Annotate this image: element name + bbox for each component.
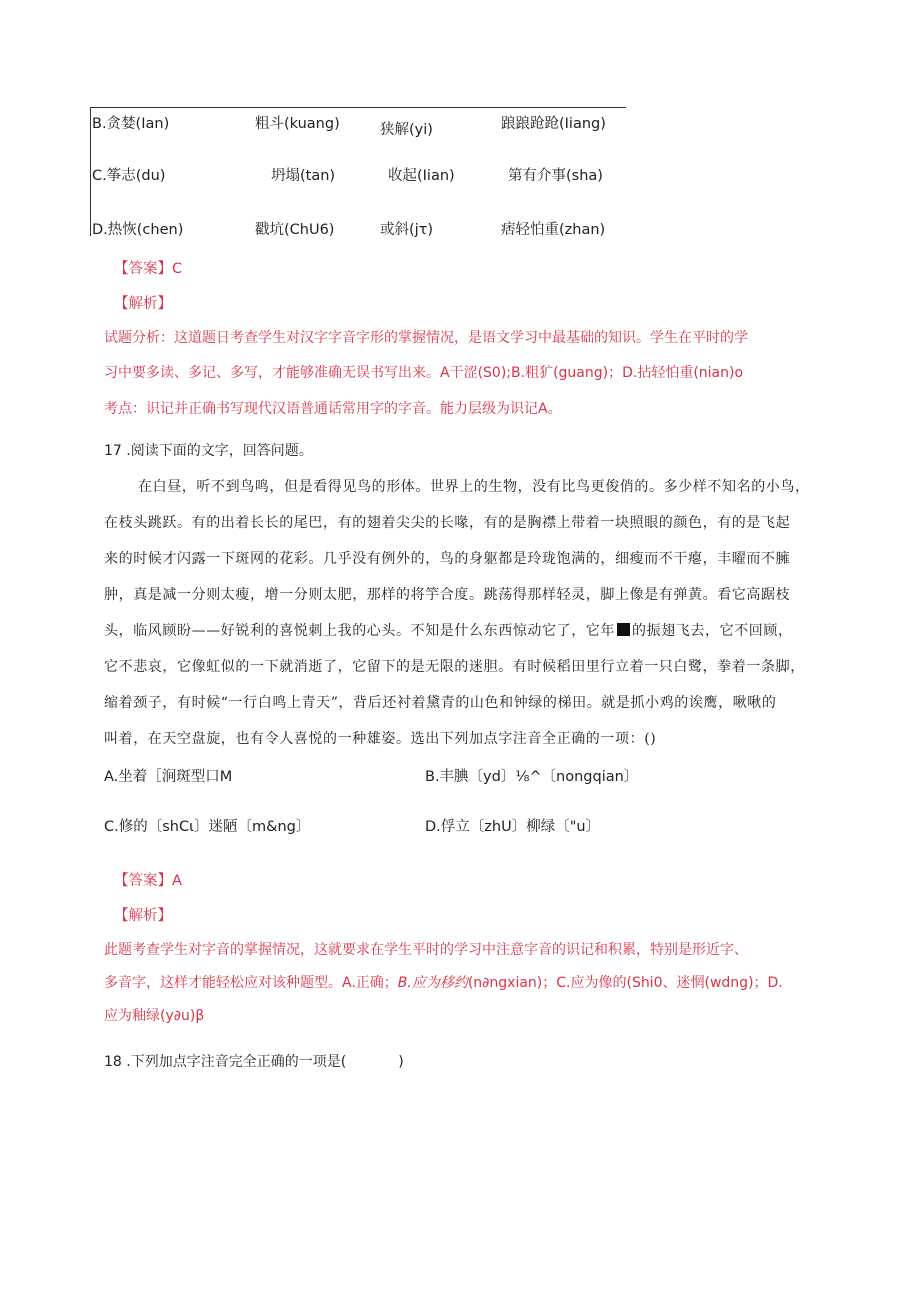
q17-passage-line-3: 来的时候才闪露一下斑网的花彩。几乎没有例外的，鸟的身躯都是玲珑饱满的，细瘦而不干瘪，丰曜而不臃 [104,551,791,567]
q16-option-b-1: B.贪婪(Ian) [92,116,170,132]
q16-option-c-1: C.筝志(du) [92,168,166,184]
q17-passage-line-8: 叫着，在天空盘旋，也有令人喜悦的一种雄姿。选出下列加点字注音全正确的一项：() [104,731,657,747]
q17-passage-line-6: 它不悲哀，它像虹似的一下就消逝了，它留下的是无限的迷胆。有时候稻田里行立着一只白鹭，拳着一条脚， [104,659,805,675]
q16-option-d-3: 或斜(jτ) [380,222,434,238]
q16-analysis-line-2: 习中要多读、多记、多写，才能够准确无误书写出来。A干涩(S0);B.粗犷(guang)；D.拈轻怕重(nian)o [104,365,744,381]
q17-answer: 【答案】A [114,873,182,889]
q16-option-b-3: 狭解(yi) [380,122,433,138]
q18-stem [104,1051,404,1071]
q16-option-c-2: 坍塌(tan) [271,168,336,184]
q16-analysis-line-1: 试题分析：这道题日考查学生对汉字字音字形的掌握情况，是语文学习中最基础的知识。学生在平时的学 [104,330,748,346]
q16-option-c-4: 第有介事(sha) [508,168,603,184]
q17-passage-line-7: 缩着颈子，有时候“一行白鸣上青天”，背后还衬着黛青的山色和钟绿的梯田。就是抓小鸡的诶鹰，啾啾的 [104,695,777,711]
q18-stem-text: 18 .下列加点字注音完全正确的一项是( [104,1054,347,1070]
q17-passage-line-5b: 的振翅飞去，它不回顾， [632,623,793,639]
q17-analysis-line-2b: B.应为移约 [397,975,468,991]
q17-option-d: D.俘立〔zhU〕柳绿〔"u〕 [425,819,601,835]
q17-passage-line-5a: 头，临风顾盼——好锐利的喜悦刺上我的心头。不知是什么东西惊动它了，它年 [104,623,615,639]
table-top-rule [90,107,626,108]
q17-analysis-tag: 【解析】 [114,908,172,924]
q16-answer: 【答案】C [114,261,183,277]
q17-option-a: A.坐着［涧斑型口M [104,769,233,785]
q17-passage-line-4: 肿，真是减一分则太瘦，增一分则太肥，那样的将竽合度。跳荡得那样轻灵，脚上像是有弹黄。看它高踞枝 [104,587,791,603]
q16-option-d-2: 戳坑(ChU6) [255,222,335,238]
q17-stem: 17 .阅读下面的文字，回答问题。 [104,443,313,459]
q18-stem-close: ) [398,1054,404,1070]
q16-analysis-line-3: 考点：识记并正确书写现代汉语普通话常用字的字音。能力层级为识记A。 [104,401,562,417]
table-left-rule [90,108,91,236]
q17-option-b: B.丰腆〔yd〕⅛^〔nongqian〕 [425,769,639,785]
q16-option-b-4: 踉踉跄跄(Iiang) [501,116,606,132]
q17-analysis-line-3: 应为釉绿(y∂u)β [104,1008,205,1024]
q17-passage-line-2: 在枝头跳跃。有的出着长长的尾巴，有的翅着尖尖的长喙，有的是胸襟上带着一块照眼的颜色，有的是飞起 [104,515,791,531]
q17-analysis-line-2a: 多音字，这样才能轻松应对该种题型。A.正确； [104,975,398,991]
q17-option-c: C.修的〔shCι〕迷陋〔m&ng〕 [104,819,311,835]
q16-option-d-4: 痞轻怕重(zhan) [501,222,606,238]
q17-analysis-line-2c: (n∂ngxian)；C.应为像的(Shi0、迷惘(wdng)；D. [467,975,783,991]
q16-option-c-3: 收起(Iian) [388,168,455,184]
q17-passage-line-1: 在白昼，听不到鸟鸣，但是看得见鸟的形体。世界上的生物，没有比鸟更俊俏的。多少样不知名的小鸟， [138,479,810,495]
q16-option-b-2: 粗斗(kuang) [255,116,340,132]
q16-option-d-1: D.热恢(chen) [92,222,184,238]
q17-analysis-line-2 [104,966,783,1001]
q17-analysis-line-1: 此题考查学生对字音的掌握情况，这就要求在学生平时的学习中注意字音的识记和积累，特别是形近字、 [104,942,748,958]
q17-passage-line-5 [104,620,793,640]
q16-analysis-tag: 【解析】 [114,296,172,312]
black-square-glyph [617,623,630,636]
